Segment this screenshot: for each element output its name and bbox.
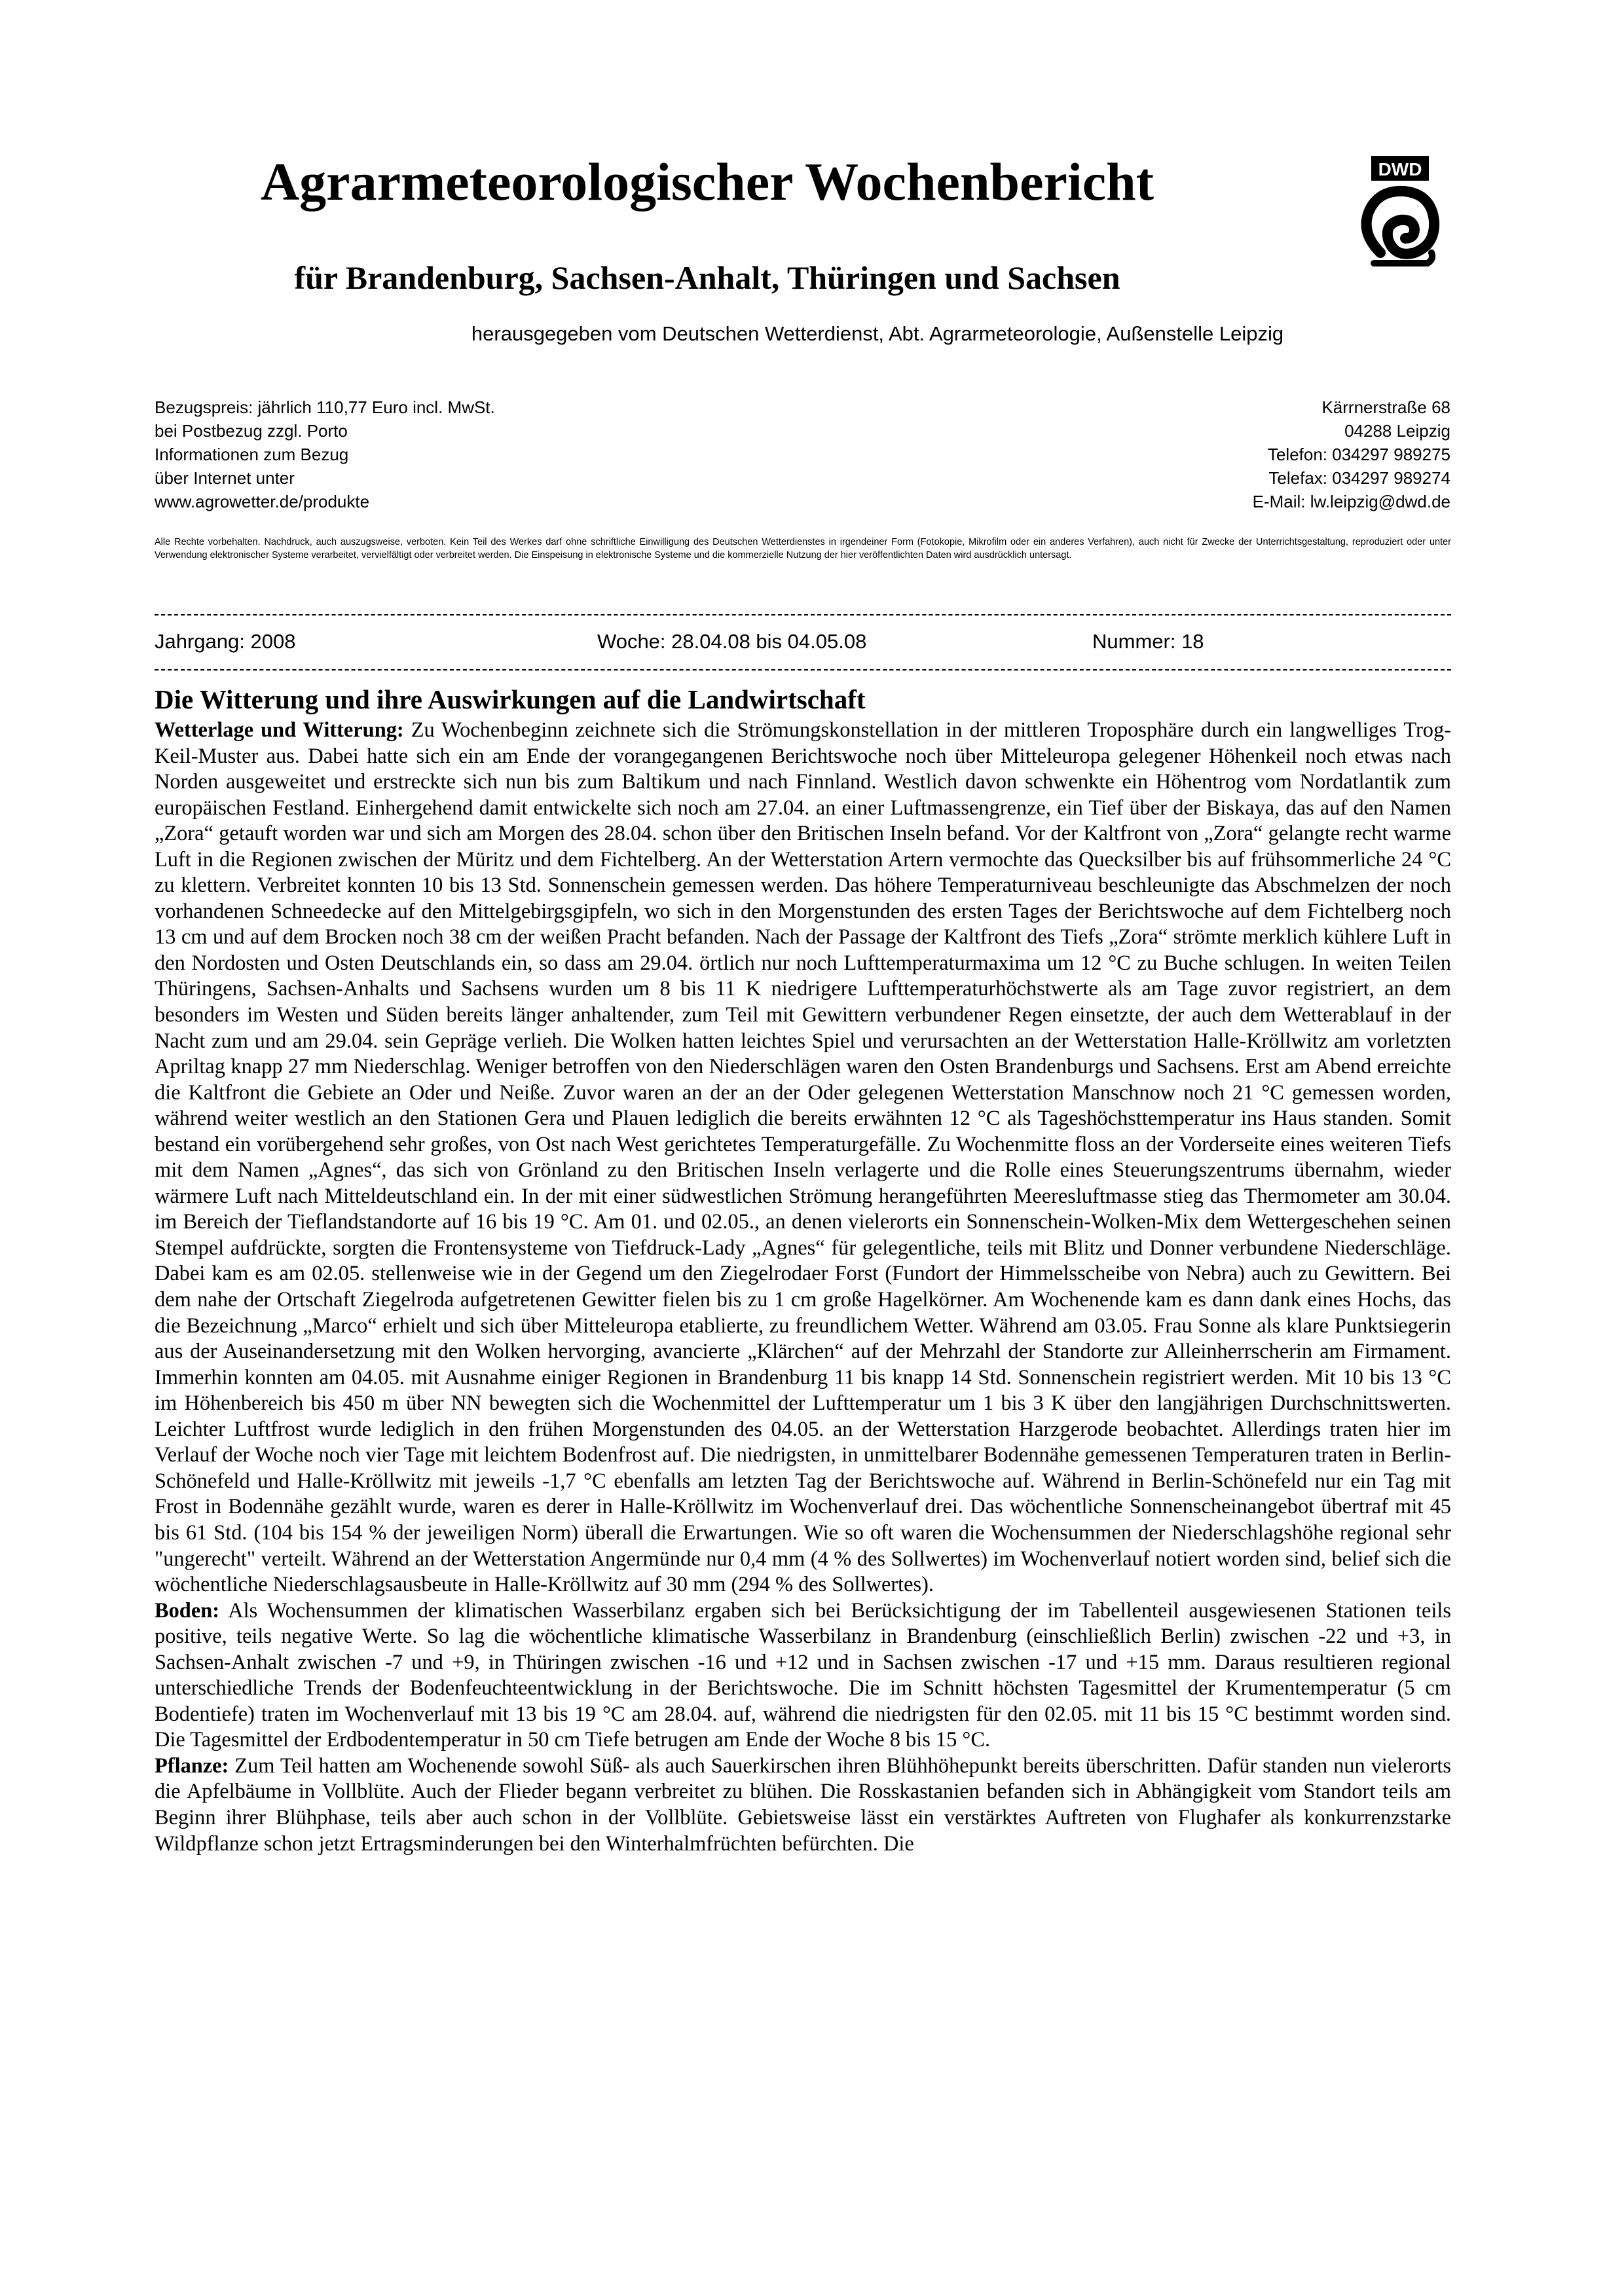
dwd-logo-text: DWD [1378,159,1422,179]
subscription-price: Bezugspreis: jährlich 110,77 Euro incl. MwSt. [155,397,495,417]
section-title: Die Witterung und ihre Auswirkungen auf die Landwirtschaft [155,684,866,714]
paragraph-plant-text: Zum Teil hatten am Wochenende sowohl Süß- als auch Sauerkirschen ihren Blühhöhepunkt bereits überschritten. Dafür standen nun vielerorts die Apfelbäume in Vollblüte. Auch der Flieder begann verbreitet zu blühen. Die Rosskastanien befanden sich in Abhängigkeit vom Standort teils am Beginn ihrer Blühphase, teils aber auch schon in der Vollblüte. Gebietsweise lässt ein verstärktes Auftreten von Flughafer als konkurrenzstarke Wildpflanze schon jetzt Ertragsminderungen bei den Winterhalmfrüchten befürchten. Die [155,1753,1451,1856]
issue-number: Nummer: 18 [1092,630,1204,653]
fax-number: Telefax: 034297 989274 [1268,468,1450,488]
paragraph-weather-text: Zu Wochenbeginn zeichnete sich die Strömungskonstellation in der mittleren Troposphäre durch ein langwelliges Trog-Keil-Muster aus. Dabei hatte sich ein am Ende der vorangegangenen Berichtswoche noch über Mitteleuropa gelegener Höhenkeil noch etwas nach Norden ausgeweitet und erstreckte sich nun bis zum Baltikum und nach Finnland. Westlich davon schwenkte ein Höhentrog vom Nordatlantik zum europäischen Festland. Einhergehend damit entwickelte sich noch am 27.04. an einer Luftmassengrenze, ein Tief über der Biskaya, das auf den Namen „Zora“ getauft worden war und sich am Morgen des 28.04. schon über den Britischen Inseln befand. Vor der Kaltfront von „Zora“ gelangte recht warme Luft in die Regionen zwischen der Müritz und dem Fichtelberg. An der Wetterstation Artern vermochte das Quecksilber bis auf frühsommerliche 24 °C zu klettern. Verbreitet konnten 10 bis 13 Std. Sonnenschein gemessen werden. Das höhere Temperaturniveau beschleunigte das Abschmelzen der noch vorhandenen Schneedecke auf den Mittelgebirgsgipfeln, wo sich in den Morgenstunden des ersten Tages der Berichtswoche auf dem Fichtelberg noch 13 cm und auf dem Brocken noch 38 cm der weißen Pracht befanden. Nach der Passage der Kaltfront des Tiefs „Zora“ strömte merklich kühlere Luft in den Nordosten und Osten Deutschlands ein, so dass am 29.04. örtlich nur noch Lufttemperaturmaxima um 12 °C zu Buche schlugen. In weiten Teilen Thüringens, Sachsen-Anhalts und Sachsens wurden um 8 bis 11 K niedrigere Lufttemperaturhöchstwerte als am Tage zuvor registriert, an dem besonders im Westen und Süden bereits länger anhaltender, zum Teil mit Gewittern verbundener Regen einsetzte, der auch dem Wetterablauf in der Nacht zum und am 29.04. sein Gepräge verlieh. Die Wolken hatten leichtes Spiel und verursachten an der Wetterstation Halle-Kröllwitz am vorletzten Apriltag knapp 27 mm Niederschlag. Weniger betroffen von den Niederschlägen waren den Osten Brandenburgs und Sachsens. Erst am Abend erreichte die Kaltfront die Gebiete an Oder und Neiße. Zuvor waren an der an der Oder gelegenen Wetterstation Manschnow noch 21 °C gemessen worden, während weiter westlich an den Stationen Gera und Plauen lediglich die bereits erwähnten 12 °C als Tageshöchsttemperatur ins Haus standen. Somit bestand ein vorübergehend sehr großes, von Ost nach West gerichtetes Temperaturgefälle. Zu Wochenmitte floss an der Vorderseite eines weiteren Tiefs mit dem Namen „Agnes“, das sich von Grönland zu den Britischen Inseln verlagerte und die Rolle eines Steuerungszentrums übernahm, wieder wärmere Luft nach Mitteldeutschland ein. In der mit einer südwestlichen Strömung herangeführten Meeresluftmasse stieg das Thermometer am 30.04. im Bereich der Tieflandstandorte auf 16 bis 19 °C. Am 01. und 02.05., an denen vielerorts ein Sonnenschein-Wolken-Mix dem Wettergeschehen seinen Stempel aufdrückte, sorgten die Frontensysteme von Tiefdruck-Lady „Agnes“ für gelegentliche, teils mit Blitz und Donner verbundene Niederschläge. Dabei kam es am 02.05. stellenweise wie in der Gegend um den Ziegelrodaer Forst (Fundort der Himmelsscheibe von Nebra) auch zu Gewittern. Bei dem nahe der Ortschaft Ziegelroda aufgetretenen Gewitter fielen bis zu 1 cm große Hagelkörner. Am Wochenende kam es dann dank eines Hochs, das die Bezeichnung „Marco“ erhielt und sich über Mitteleuropa etablierte, zu freundlichem Wetter. Während am 03.05. Frau Sonne als klare Punktsiegerin aus der Auseinandersetzung mit den Wolken hervorging, avancierte „Klärchen“ auf der Mehrzahl der Standorte zur Alleinherrscherin am Firmament. Immerhin konnten am 04.05. mit Ausnahme einiger Regionen in Brandenburg 11 bis knapp 14 Std. Sonnenschein registriert werden. Mit 10 bis 13 °C im Höhenbereich bis 450 m über NN bewegten sich die Wochenmittel der Lufttemperatur um 1 bis 3 K über den langjährigen Durchschnittswerten. Leichter Luftfrost wurde lediglich in den frühen Morgenstunden des 04.05. an der Wetterstation Harzgerode beobachtet. Allerdings traten hier im Verlauf der Woche noch vier Tage mit leichtem Bodenfrost auf. Die niedrigsten, in unmittelbarer Bodennähe gemessenen Temperaturen traten in Berlin-Schönefeld und Halle-Kröllwitz mit jeweils -1,7 °C ebenfalls am letzten Tag der Berichtswoche auf. Während in Berlin-Schönefeld nur ein Tag mit Frost in Bodennähe gezählt wurde, waren es derer in Halle-Kröllwitz im Wochenverlauf drei. Das wöchentliche Sonnenscheinangebot übertraf mit 45 bis 61 Std. (104 bis 154 % der jeweiligen Norm) überall die Erwartungen. Wie so oft waren die Wochensummen der Niederschlagshöhe regional sehr "ungerecht" verteilt. Während an der Wetterstation Angermünde nur 0,4 mm (4 % des Sollwertes) im Wochenverlauf notiert worden sind, belief sich die wöchentliche Niederschlagsausbeute in Halle-Kröllwitz auf 30 mm (294 % des Sollwertes). [155,718,1451,1597]
subscription-info [155,395,744,513]
info-note: Informationen zum Bezug [155,445,349,464]
report-subtitle: für Brandenburg, Sachsen-Anhalt, Thüringen und Sachsen [294,259,1120,296]
products-link[interactable]: www.agrowetter.de/produkte [155,492,370,511]
report-body [155,718,1451,2119]
address-city: 04288 Leipzig [1344,421,1450,441]
dashed-divider-top [155,614,1451,617]
internet-note: über Internet unter [155,468,295,488]
paragraph-weather-label: Wetterlage und Witterung: [155,718,404,742]
paragraph-weather [155,718,1451,1598]
publisher-line: herausgegeben vom Deutschen Wetterdienst, Abt. Agrarmeteorologie, Außenstelle Leipzig [471,322,1284,345]
postage-note: bei Postbezug zzgl. Porto [155,421,348,441]
address-street: Kärrnerstraße 68 [1321,397,1450,417]
volume-year: Jahrgang: 2008 [155,630,296,653]
dwd-logo [1354,155,1446,271]
paragraph-soil [155,1598,1451,1753]
email-link[interactable]: E-Mail: lw.leipzig@dwd.de [1252,492,1450,511]
phone-number: Telefon: 034297 989275 [1267,445,1450,464]
copyright-notice: Alle Rechte vorbehalten. Nachdruck, auch auszugsweise, verboten. Kein Teil des Werkes darf ohne schriftliche Einwilligung des Deutschen Wetterdienstes in irgendeiner Form (Fotokopie, Mikrofilm oder ein anderes Verfahren), auch nicht für Zwecke der Unterrichtsgestaltung, reproduziert oder unter Verwendung elektronischer Systeme verarbeitet, vervielfältigt oder verbreitet werden. Die Einspeisung in elektronische Systeme und die kommerzielle Nutzung der hier veröffentlichten Daten wird ausdrücklich untersagt. [155,537,1451,560]
week-range: Woche: 28.04.08 bis 04.05.08 [597,630,867,653]
dashed-divider-bottom [155,669,1451,672]
contact-info [982,395,1450,513]
report-title: Agrarmeteorologischer Wochenbericht [260,152,1154,211]
paragraph-soil-label: Boden: [155,1598,219,1623]
paragraph-plant [155,1753,1451,1857]
paragraph-soil-text: Als Wochensummen der klimatischen Wasserbilanz ergaben sich bei Berücksichtigung der im Tabellenteil ausgewiesenen Stationen teils positive, teils negative Werte. So lag die wöchentliche klimatische Wasserbilanz in Brandenburg (einschließlich Berlin) zwischen -22 und +3, in Sachsen-Anhalt zwischen -7 und +9, in Thüringen zwischen -16 und +12 und in Sachsen zwischen -17 und +15 mm. Daraus resultieren regional unterschiedliche Trends der Bodenfeuchteentwicklung in der Berichtswoche. Die im Schnitt höchsten Tagesmittel der Krumentemperatur (5 cm Bodentiefe) traten im Wochenverlauf mit 13 bis 19 °C am 28.04. auf, während die niedrigsten für den 02.05. mit 11 bis 15 °C bestimmt worden sind. Die Tagesmittel der Erdbodentemperatur in 50 cm Tiefe betrugen am Ende der Woche 8 bis 15 °C. [155,1598,1451,1752]
paragraph-plant-label: Pflanze: [155,1753,229,1778]
